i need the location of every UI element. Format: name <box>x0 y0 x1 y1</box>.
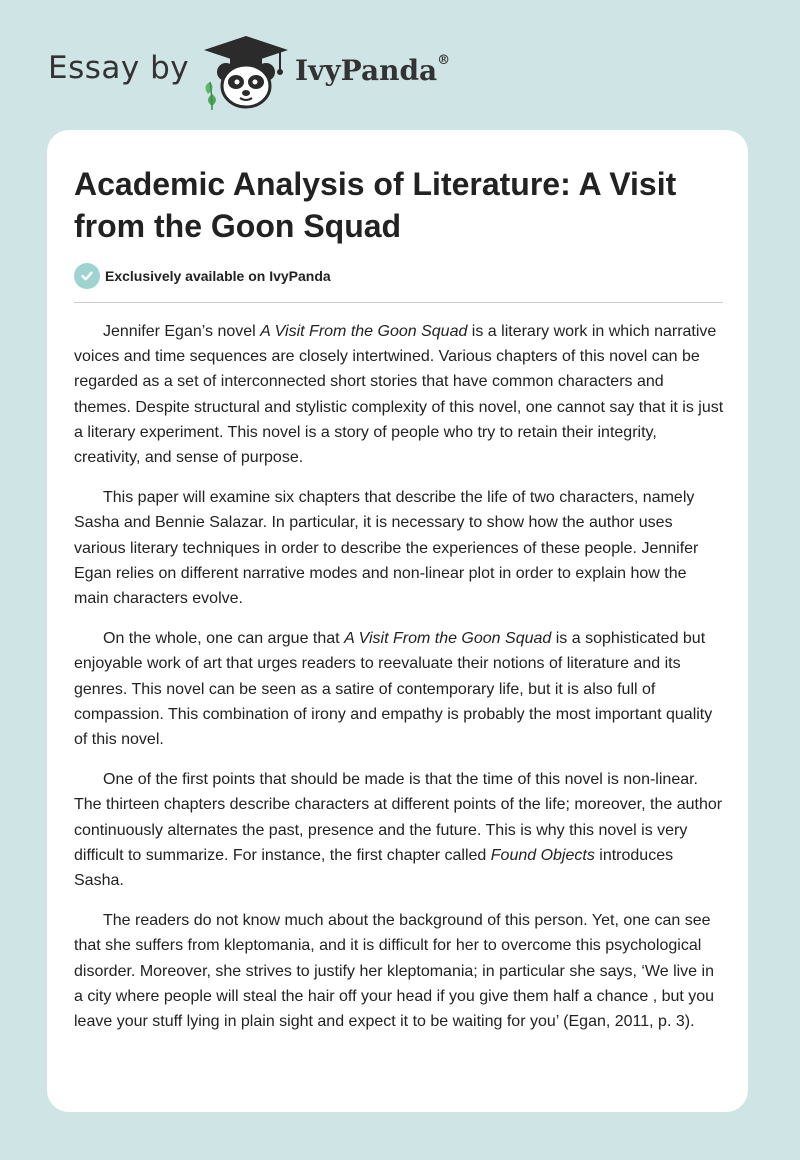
registered-mark: ® <box>437 52 451 68</box>
essay-paragraph <box>74 319 724 470</box>
essay-paragraph <box>74 626 724 752</box>
paragraph-text: One of the first points that should be made is that the time of this novel is non-linear. The thirteen chapters describe characters at different points of the life; moreover, the author continuously alternates the past, presence and the future. This is why this novel is very difficult to summarize. For instance, the first chapter called <box>74 771 723 864</box>
brand-name: IvyPanda® <box>295 52 451 87</box>
site-header <box>48 32 648 112</box>
exclusive-badge <box>74 263 331 289</box>
essay-paragraph <box>74 485 724 611</box>
book-title-italic: Found Objects <box>490 846 595 864</box>
ivypanda-logo-icon[interactable] <box>200 32 292 112</box>
paragraph-text: is a literary work in which narrative voices and time sequences are closely intertwined. Various chapters of this novel can be regarded as a set of interconnected short stories that have common characters and themes. Despite structural and stylistic complexity of this novel, one cannot say that it is just a literary experiment. This novel is a story of people who try to retain their integrity, creativity, and sense of purpose. <box>74 323 724 467</box>
paragraph-text: Jennifer Egan’s novel <box>103 323 261 340</box>
paragraph-text: On the whole, one can argue that <box>103 630 345 648</box>
paragraph-text: introduces Sasha. <box>74 846 674 890</box>
book-title-italic: A Visit From the Goon Squad <box>260 323 468 340</box>
essay-title: Academic Analysis of Literature: A Visit from the Goon Squad <box>74 166 677 244</box>
exclusive-badge-label: Exclusively available on IvyPanda <box>105 268 331 284</box>
paragraph-text: This paper will examine six chapters that describe the life of two characters, namely Sasha and Bennie Salazar. In particular, it is necessary to show how the author uses various literary techniques in order to describe the experiences of these people. Jennifer Egan relies on different narrative modes and non-linear plot in order to explain how the main characters evolve. <box>74 489 699 608</box>
essay-by-label: Essay by <box>48 50 190 86</box>
book-title-italic: A Visit From the Goon Squad <box>344 630 552 648</box>
title-divider <box>74 302 723 303</box>
paragraph-text: is a sophisticated but enjoyable work of art that urges readers to reevaluate their notions of literature and its genres. This novel can be seen as a satire of contemporary life, but it is also full of compassion. This combination of irony and empathy is probably the most important quality of this novel. <box>74 630 713 749</box>
check-icon <box>74 263 100 289</box>
essay-card <box>47 130 748 1112</box>
paragraph-text: The readers do not know much about the background of this person. Yet, one can see that she suffers from kleptomania, and it is difficult for her to overcome this psychological disorder. Moreover, she strives to justify her kleptomania; in particular she says, ‘We live in a city where people will steal the hair off your head if you give them half a chance , but you leave your stuff lying in plain sight and expect it to be waiting for you’ (Egan, 2011, p. 3). <box>74 912 715 1031</box>
essay-body <box>74 319 724 1049</box>
essay-paragraph <box>74 908 724 1034</box>
essay-paragraph <box>74 767 724 893</box>
